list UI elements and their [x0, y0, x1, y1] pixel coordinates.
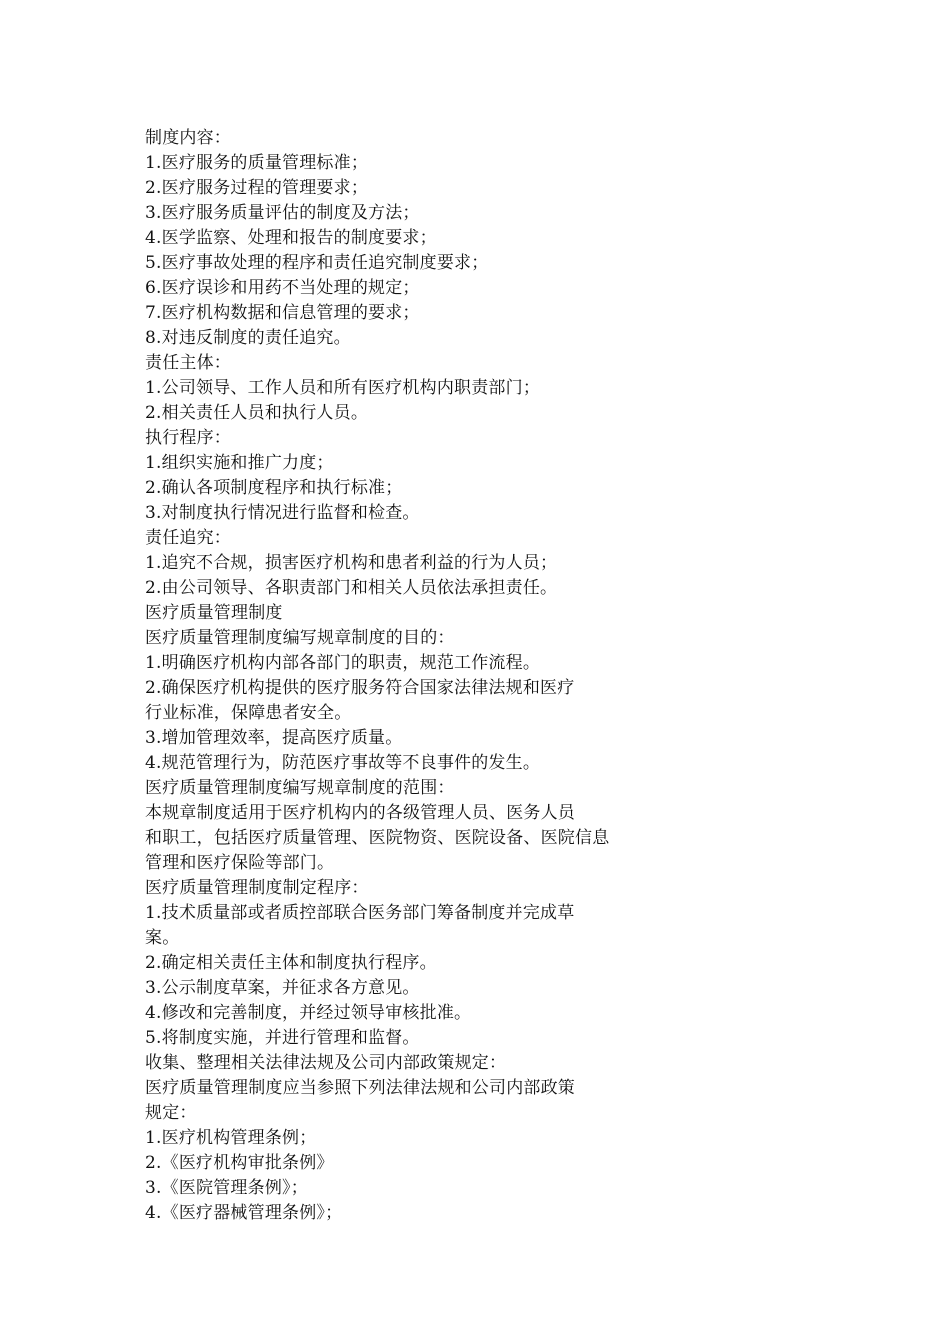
- text-line: 4.医学监察、处理和报告的制度要求；: [145, 228, 437, 248]
- text-line: 2.医疗服务过程的管理要求；: [145, 178, 369, 198]
- text-line: 医疗质量管理制度编写规章制度的目的：: [145, 628, 455, 648]
- text-line: 8.对违反制度的责任追究。: [145, 328, 351, 348]
- text-line: 1.技术质量部或者质控部联合医务部门筹备制度并完成草: [145, 903, 575, 923]
- text-line: 行业标准，保障患者安全。: [145, 703, 352, 723]
- text-line: 1.医疗机构管理条例；: [145, 1128, 317, 1148]
- text-line: 医疗质量管理制度: [145, 603, 283, 623]
- text-line: 医疗质量管理制度应当参照下列法律法规和公司内部政策: [145, 1078, 575, 1098]
- text-line: 管理和医疗保险等部门。: [145, 853, 335, 873]
- text-line: 6.医疗误诊和用药不当处理的规定；: [145, 278, 420, 298]
- text-line: 医疗质量管理制度编写规章制度的范围：: [145, 778, 455, 798]
- text-line: 7.医疗机构数据和信息管理的要求；: [145, 303, 420, 323]
- text-line: 1.组织实施和推广力度；: [145, 453, 334, 473]
- text-line: 2.确认各项制度程序和执行标准；: [145, 478, 403, 498]
- text-line: 1.明确医疗机构内部各部门的职责，规范工作流程。: [145, 653, 541, 673]
- text-line: 3.医疗服务质量评估的制度及方法；: [145, 203, 420, 223]
- text-line: 和职工，包括医疗质量管理、医院物资、医院设备、医院信息: [145, 828, 610, 848]
- text-line: 本规章制度适用于医疗机构内的各级管理人员、医务人员: [145, 803, 575, 823]
- text-line: 3.《医院管理条例》；: [145, 1178, 308, 1198]
- text-line: 医疗质量管理制度制定程序：: [145, 878, 369, 898]
- text-line: 3.增加管理效率，提高医疗质量。: [145, 728, 403, 748]
- text-line: 1.追究不合规，损害医疗机构和患者利益的行为人员；: [145, 553, 558, 573]
- text-line: 规定：: [145, 1103, 197, 1123]
- text-line: 2.确保医疗机构提供的医疗服务符合国家法律法规和医疗: [145, 678, 575, 698]
- text-line: 5.将制度实施，并进行管理和监督。: [145, 1028, 420, 1048]
- document-body: [145, 126, 705, 1226]
- text-line: 3.对制度执行情况进行监督和检查。: [145, 503, 420, 523]
- text-line: 2.《医疗机构审批条例》: [145, 1153, 334, 1173]
- text-line: 2.确定相关责任主体和制度执行程序。: [145, 953, 437, 973]
- text-line: 收集、整理相关法律法规及公司内部政策规定：: [145, 1053, 507, 1073]
- text-line: 1.医疗服务的质量管理标准；: [145, 153, 369, 173]
- text-line: 2.由公司领导、各职责部门和相关人员依法承担责任。: [145, 578, 558, 598]
- text-line: 4.修改和完善制度，并经过领导审核批准。: [145, 1003, 472, 1023]
- text-line: 5.医疗事故处理的程序和责任追究制度要求；: [145, 253, 489, 273]
- text-line: 案。: [145, 928, 180, 948]
- text-line: 制度内容：: [145, 128, 231, 148]
- text-line: 3.公示制度草案，并征求各方意见。: [145, 978, 420, 998]
- text-line: 4.《医疗器械管理条例》；: [145, 1203, 343, 1223]
- text-line: 4.规范管理行为，防范医疗事故等不良事件的发生。: [145, 753, 541, 773]
- text-line: 2.相关责任人员和执行人员。: [145, 403, 369, 423]
- text-line: 责任追究：: [145, 528, 231, 548]
- text-line: 责任主体：: [145, 353, 231, 373]
- text-line: 执行程序：: [145, 428, 231, 448]
- text-line: 1.公司领导、工作人员和所有医疗机构内职责部门；: [145, 378, 541, 398]
